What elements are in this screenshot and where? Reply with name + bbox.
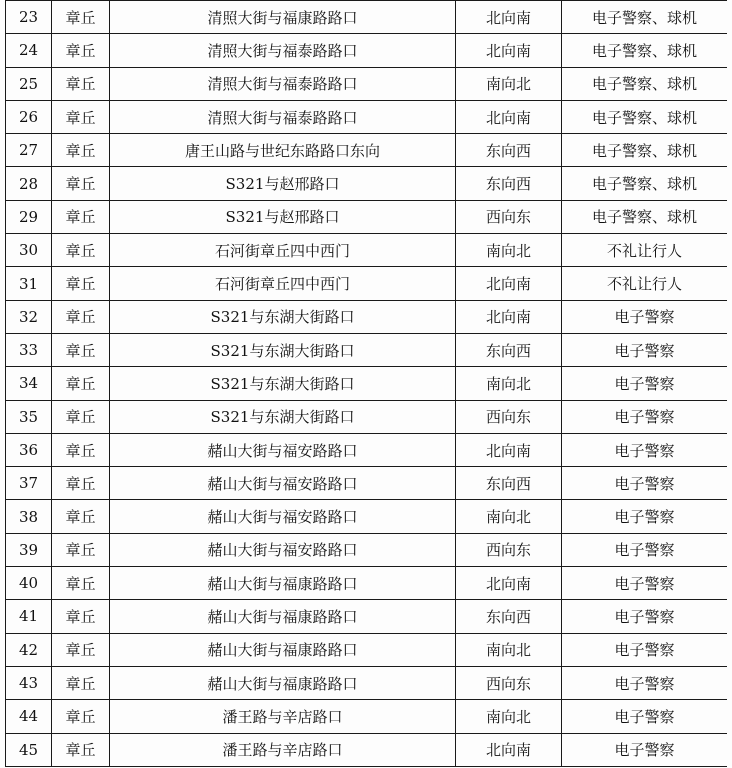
county-cell: 章丘 bbox=[52, 234, 110, 267]
table-row bbox=[6, 267, 728, 300]
row-number-cell: 28 bbox=[6, 167, 52, 200]
device-type-cell: 电子警察 bbox=[562, 400, 728, 433]
county-cell: 章丘 bbox=[52, 400, 110, 433]
county-cell: 章丘 bbox=[52, 267, 110, 300]
location-cell: 唐王山路与世纪东路路口东向 bbox=[110, 134, 456, 167]
table-row bbox=[6, 400, 728, 433]
row-number-cell: 33 bbox=[6, 333, 52, 366]
county-cell: 章丘 bbox=[52, 533, 110, 566]
row-number-cell: 41 bbox=[6, 600, 52, 633]
location-cell: S321与东湖大街路口 bbox=[110, 400, 456, 433]
device-type-cell: 电子警察 bbox=[562, 633, 728, 666]
county-cell: 章丘 bbox=[52, 67, 110, 100]
direction-cell: 北向南 bbox=[456, 1, 562, 34]
direction-cell: 东向西 bbox=[456, 467, 562, 500]
table-row bbox=[6, 134, 728, 167]
table-row bbox=[6, 733, 728, 766]
table-row bbox=[6, 200, 728, 233]
location-cell: 赭山大街与福康路路口 bbox=[110, 600, 456, 633]
device-type-cell: 电子警察、球机 bbox=[562, 134, 728, 167]
device-type-cell: 电子警察、球机 bbox=[562, 200, 728, 233]
table-row bbox=[6, 467, 728, 500]
device-type-cell: 电子警察 bbox=[562, 600, 728, 633]
device-type-cell: 电子警察 bbox=[562, 666, 728, 699]
table-row bbox=[6, 300, 728, 333]
row-number-cell: 43 bbox=[6, 666, 52, 699]
county-cell: 章丘 bbox=[52, 100, 110, 133]
row-number-cell: 23 bbox=[6, 1, 52, 34]
county-cell: 章丘 bbox=[52, 134, 110, 167]
table-row bbox=[6, 367, 728, 400]
location-cell: 赭山大街与福安路路口 bbox=[110, 467, 456, 500]
table-row bbox=[6, 700, 728, 733]
location-cell: 赭山大街与福安路路口 bbox=[110, 500, 456, 533]
device-type-cell: 电子警察 bbox=[562, 300, 728, 333]
row-number-cell: 35 bbox=[6, 400, 52, 433]
county-cell: 章丘 bbox=[52, 433, 110, 466]
location-cell: 清照大街与福康路路口 bbox=[110, 1, 456, 34]
device-type-cell: 电子警察 bbox=[562, 700, 728, 733]
camera-location-table bbox=[5, 0, 728, 767]
row-number-cell: 31 bbox=[6, 267, 52, 300]
direction-cell: 东向西 bbox=[456, 333, 562, 366]
table-row bbox=[6, 533, 728, 566]
device-type-cell: 电子警察 bbox=[562, 467, 728, 500]
county-cell: 章丘 bbox=[52, 167, 110, 200]
device-type-cell: 电子警察、球机 bbox=[562, 167, 728, 200]
device-type-cell: 电子警察 bbox=[562, 500, 728, 533]
direction-cell: 南向北 bbox=[456, 367, 562, 400]
county-cell: 章丘 bbox=[52, 333, 110, 366]
device-type-cell: 电子警察 bbox=[562, 367, 728, 400]
direction-cell: 南向北 bbox=[456, 500, 562, 533]
page-right-margin bbox=[727, 0, 732, 768]
device-type-cell: 电子警察 bbox=[562, 567, 728, 600]
row-number-cell: 45 bbox=[6, 733, 52, 766]
location-cell: 赭山大街与福康路路口 bbox=[110, 633, 456, 666]
device-type-cell: 电子警察、球机 bbox=[562, 1, 728, 34]
direction-cell: 北向南 bbox=[456, 100, 562, 133]
location-cell: 赭山大街与福康路路口 bbox=[110, 666, 456, 699]
county-cell: 章丘 bbox=[52, 200, 110, 233]
table-row bbox=[6, 34, 728, 67]
table-row bbox=[6, 100, 728, 133]
direction-cell: 北向南 bbox=[456, 267, 562, 300]
device-type-cell: 电子警察 bbox=[562, 433, 728, 466]
county-cell: 章丘 bbox=[52, 600, 110, 633]
direction-cell: 东向西 bbox=[456, 134, 562, 167]
county-cell: 章丘 bbox=[52, 500, 110, 533]
location-cell: 石河街章丘四中西门 bbox=[110, 234, 456, 267]
county-cell: 章丘 bbox=[52, 34, 110, 67]
table-row bbox=[6, 633, 728, 666]
row-number-cell: 25 bbox=[6, 67, 52, 100]
device-type-cell: 电子警察、球机 bbox=[562, 67, 728, 100]
county-cell: 章丘 bbox=[52, 300, 110, 333]
direction-cell: 北向南 bbox=[456, 567, 562, 600]
location-cell: 石河街章丘四中西门 bbox=[110, 267, 456, 300]
row-number-cell: 36 bbox=[6, 433, 52, 466]
row-number-cell: 38 bbox=[6, 500, 52, 533]
row-number-cell: 24 bbox=[6, 34, 52, 67]
location-cell: 赭山大街与福安路路口 bbox=[110, 533, 456, 566]
location-cell: 赭山大街与福康路路口 bbox=[110, 567, 456, 600]
device-type-cell: 电子警察、球机 bbox=[562, 34, 728, 67]
direction-cell: 北向南 bbox=[456, 300, 562, 333]
location-cell: 清照大街与福泰路路口 bbox=[110, 67, 456, 100]
row-number-cell: 37 bbox=[6, 467, 52, 500]
device-type-cell: 电子警察、球机 bbox=[562, 100, 728, 133]
location-cell: 清照大街与福泰路路口 bbox=[110, 100, 456, 133]
row-number-cell: 26 bbox=[6, 100, 52, 133]
county-cell: 章丘 bbox=[52, 467, 110, 500]
direction-cell: 南向北 bbox=[456, 633, 562, 666]
device-type-cell: 电子警察 bbox=[562, 533, 728, 566]
table-row bbox=[6, 567, 728, 600]
direction-cell: 西向东 bbox=[456, 400, 562, 433]
county-cell: 章丘 bbox=[52, 567, 110, 600]
row-number-cell: 32 bbox=[6, 300, 52, 333]
direction-cell: 西向东 bbox=[456, 200, 562, 233]
direction-cell: 南向北 bbox=[456, 234, 562, 267]
location-cell: S321与东湖大街路口 bbox=[110, 367, 456, 400]
table-row bbox=[6, 67, 728, 100]
direction-cell: 西向东 bbox=[456, 533, 562, 566]
direction-cell: 东向西 bbox=[456, 600, 562, 633]
direction-cell: 北向南 bbox=[456, 34, 562, 67]
row-number-cell: 30 bbox=[6, 234, 52, 267]
row-number-cell: 42 bbox=[6, 633, 52, 666]
location-cell: 清照大街与福泰路路口 bbox=[110, 34, 456, 67]
location-cell: 潘王路与辛店路口 bbox=[110, 700, 456, 733]
table-row bbox=[6, 234, 728, 267]
location-cell: S321与东湖大街路口 bbox=[110, 333, 456, 366]
row-number-cell: 40 bbox=[6, 567, 52, 600]
row-number-cell: 34 bbox=[6, 367, 52, 400]
location-cell: S321与赵邢路口 bbox=[110, 167, 456, 200]
direction-cell: 西向东 bbox=[456, 666, 562, 699]
row-number-cell: 27 bbox=[6, 134, 52, 167]
county-cell: 章丘 bbox=[52, 666, 110, 699]
direction-cell: 南向北 bbox=[456, 700, 562, 733]
county-cell: 章丘 bbox=[52, 367, 110, 400]
table-row bbox=[6, 1, 728, 34]
location-cell: 潘王路与辛店路口 bbox=[110, 733, 456, 766]
location-cell: S321与东湖大街路口 bbox=[110, 300, 456, 333]
county-cell: 章丘 bbox=[52, 633, 110, 666]
county-cell: 章丘 bbox=[52, 700, 110, 733]
table-row bbox=[6, 333, 728, 366]
table-row bbox=[6, 500, 728, 533]
device-type-cell: 不礼让行人 bbox=[562, 234, 728, 267]
table-body bbox=[6, 1, 728, 767]
location-cell: 赭山大街与福安路路口 bbox=[110, 433, 456, 466]
direction-cell: 南向北 bbox=[456, 67, 562, 100]
row-number-cell: 39 bbox=[6, 533, 52, 566]
table-row bbox=[6, 167, 728, 200]
device-type-cell: 不礼让行人 bbox=[562, 267, 728, 300]
table-row bbox=[6, 666, 728, 699]
county-cell: 章丘 bbox=[52, 733, 110, 766]
direction-cell: 北向南 bbox=[456, 433, 562, 466]
device-type-cell: 电子警察 bbox=[562, 733, 728, 766]
direction-cell: 北向南 bbox=[456, 733, 562, 766]
table-row bbox=[6, 433, 728, 466]
location-cell: S321与赵邢路口 bbox=[110, 200, 456, 233]
county-cell: 章丘 bbox=[52, 1, 110, 34]
row-number-cell: 29 bbox=[6, 200, 52, 233]
direction-cell: 东向西 bbox=[456, 167, 562, 200]
table-row bbox=[6, 600, 728, 633]
device-type-cell: 电子警察 bbox=[562, 333, 728, 366]
row-number-cell: 44 bbox=[6, 700, 52, 733]
